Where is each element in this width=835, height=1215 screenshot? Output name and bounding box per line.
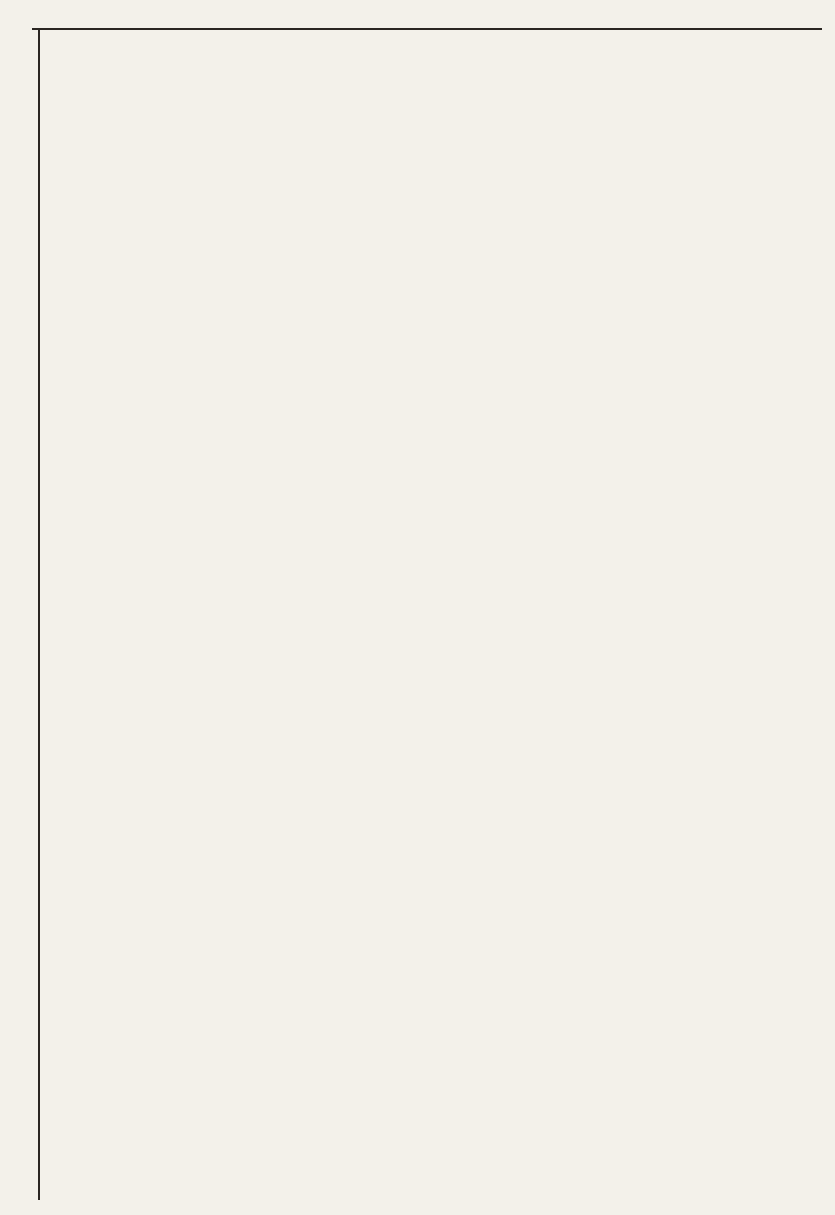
top-rule — [32, 28, 822, 30]
margin-rule — [38, 30, 40, 1200]
